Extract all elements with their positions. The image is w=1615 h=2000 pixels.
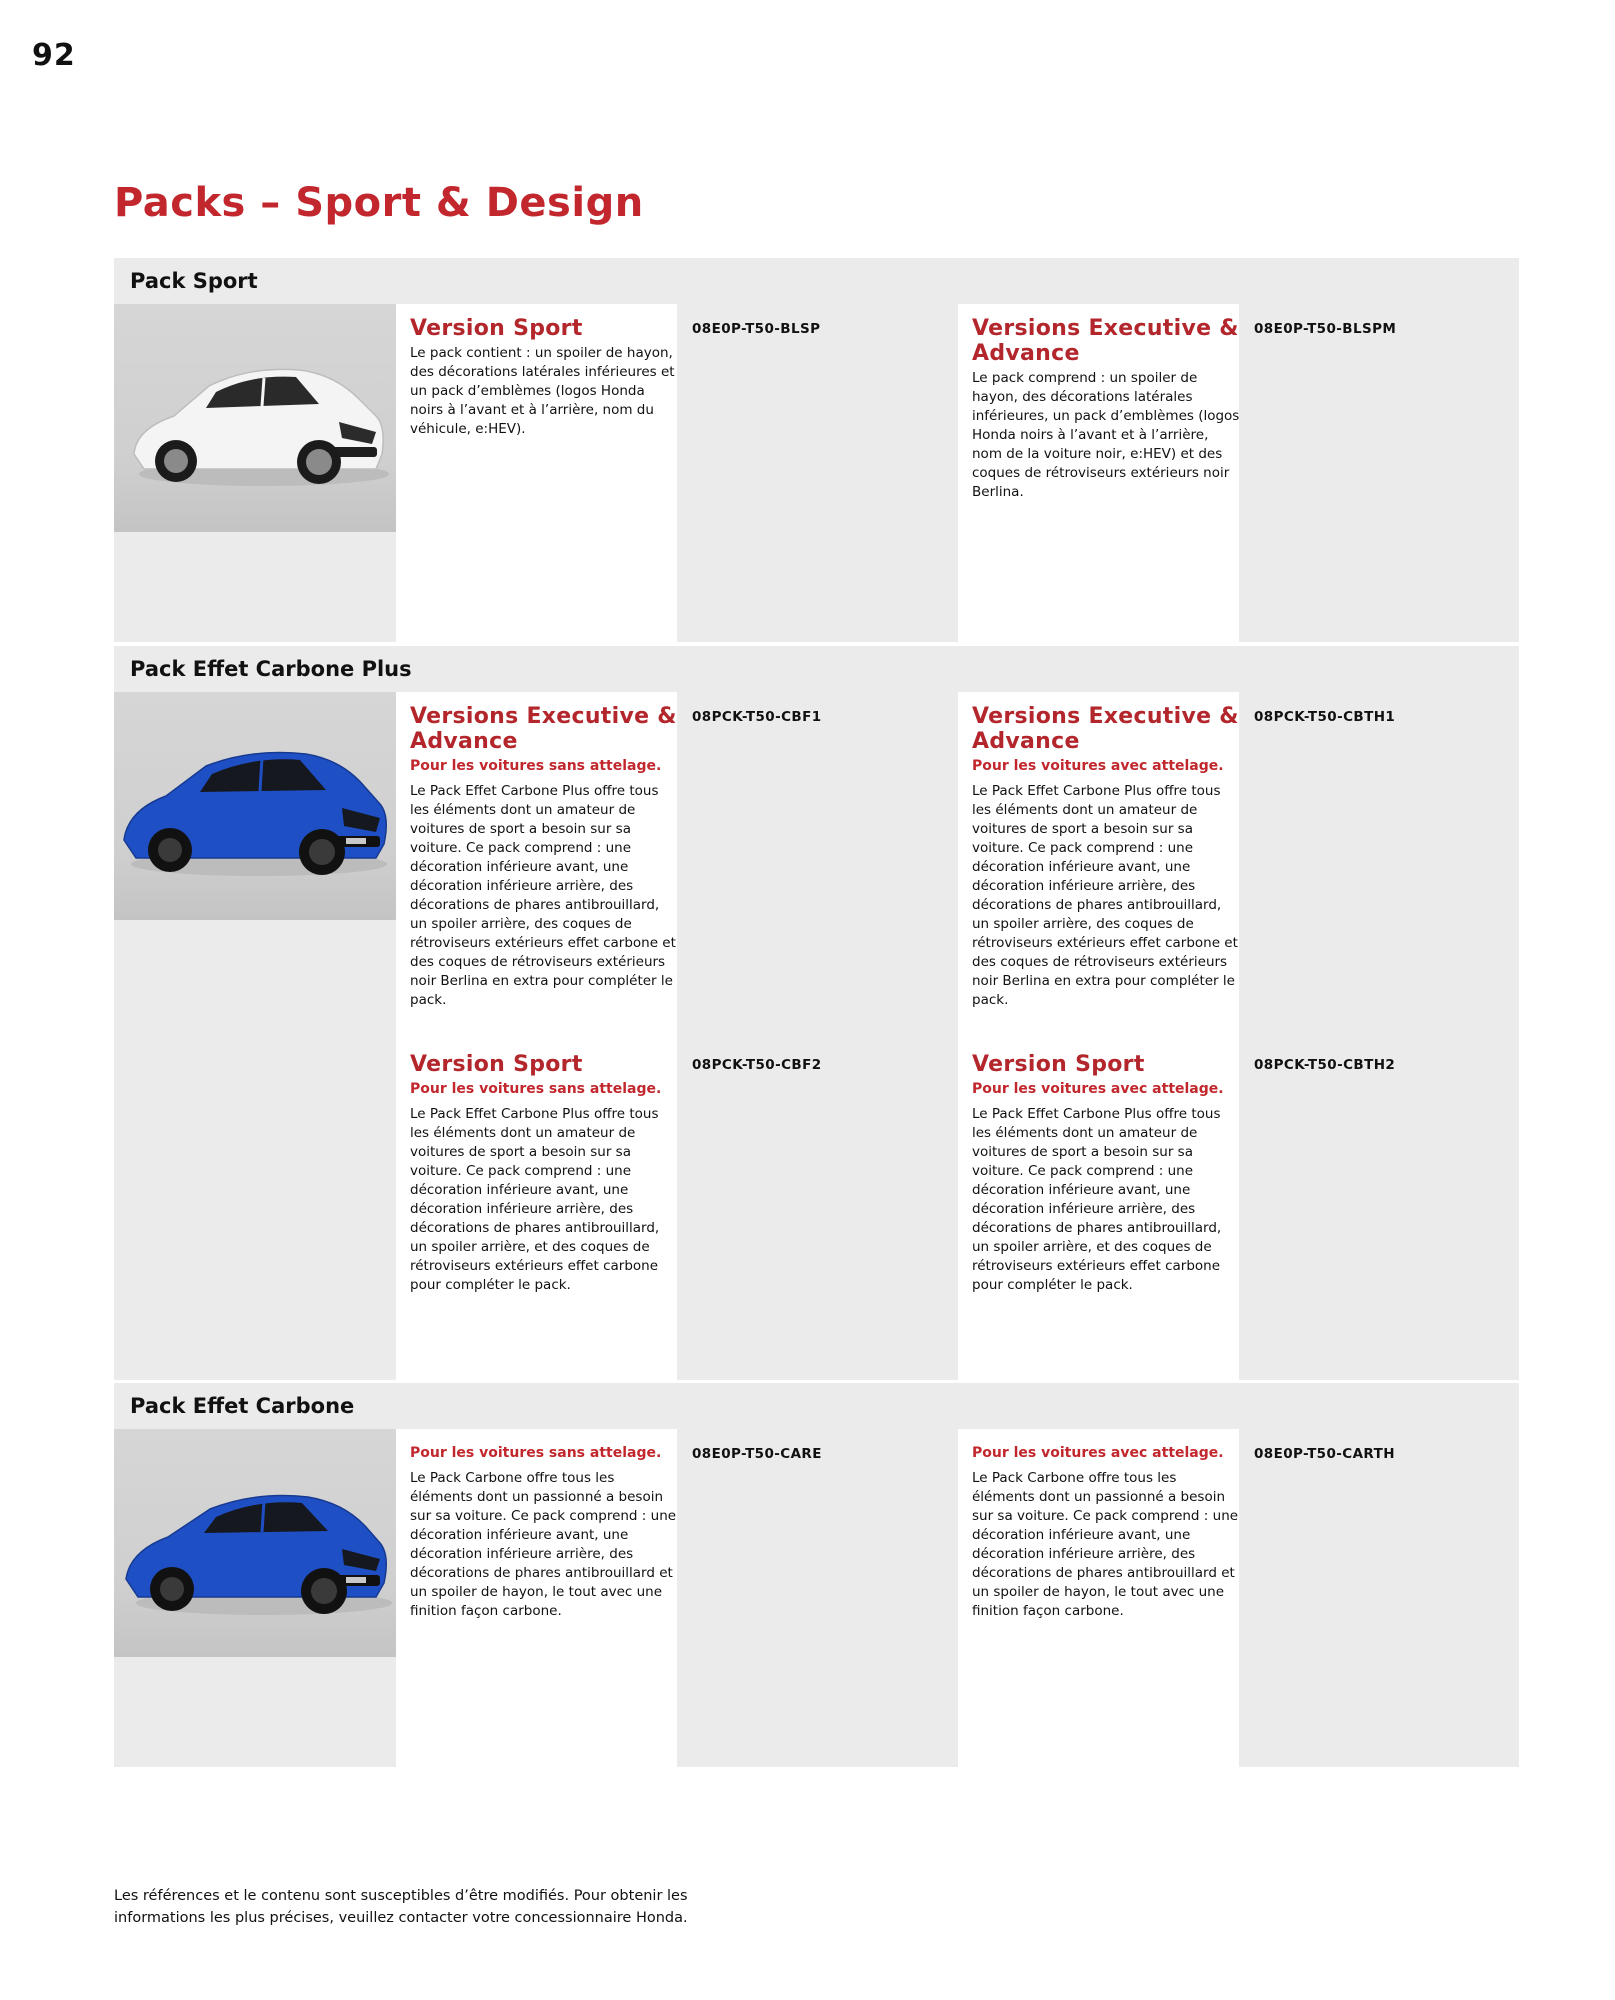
blue-car-icon	[114, 1429, 396, 1657]
page-number: 92	[32, 38, 76, 73]
ref-code: 08E0P-T50-CARE	[692, 1446, 822, 1462]
entry-heading: Versions Executive & Advance	[410, 704, 677, 754]
column-grey	[1239, 1429, 1519, 1767]
entry-sport-sans-attelage	[410, 1052, 678, 1295]
entry-body: Le Pack Effet Carbone Plus offre tous les éléments dont un amateur de voitures de sport a besoin sur sa voiture. Ce pack comprend : une décoration inférieure avant, une décoration inférieure arrière, des décorations de phares antibrouillard, un spoiler arrière, et des coques de rétroviseurs extérieurs effet carbone pour compléter le pack.	[972, 1106, 1222, 1293]
entry-sport-avec-attelage	[972, 1052, 1240, 1295]
section-title: Pack Effet Carbone	[130, 1394, 355, 1418]
ref-code: 08E0P-T50-BLSPM	[1254, 321, 1397, 337]
car-photo-blue	[114, 692, 396, 920]
entry-subheading: Pour les voitures sans attelage.	[410, 1081, 662, 1097]
column-grey	[677, 1429, 958, 1767]
entry-subheading: Pour les voitures avec attelage.	[972, 758, 1224, 774]
entry-heading: Version Sport	[410, 1052, 583, 1077]
entry-heading: Version Sport	[410, 316, 583, 341]
ref-code: 08PCK-T50-CBF2	[692, 1057, 822, 1073]
section-pack-sport	[114, 258, 1519, 642]
ref-code: 08PCK-T50-CBTH2	[1254, 1057, 1396, 1073]
column-grey	[1239, 304, 1519, 642]
entry-executive-sans-attelage	[410, 704, 678, 1010]
ref-code: 08E0P-T50-BLSP	[692, 321, 821, 337]
section-pack-effet-carbone	[114, 1383, 1519, 1767]
white-car-icon	[114, 304, 396, 532]
page-title: Packs – Sport & Design	[114, 180, 644, 226]
footnote: Les références et le contenu sont susceptibles d’être modifiés. Pour obtenir les informations les plus précises, veuillez contacter votre concessionnaire Honda.	[114, 1888, 688, 1926]
section-title: Pack Effet Carbone Plus	[130, 657, 412, 681]
entry-heading: Versions Executive & Advance	[972, 704, 1239, 754]
entry-heading: Versions Executive & Advance	[972, 316, 1239, 366]
entry-body: Le Pack Effet Carbone Plus offre tous les éléments dont un amateur de voitures de sport a besoin sur sa voiture. Ce pack comprend : une décoration inférieure avant, une décoration inférieure arrière, des décorations de phares antibrouillard, un spoiler arrière, des coques de rétroviseurs extérieurs effet carbone et des coques de rétroviseurs extérieurs noir Berlina en extra pour compléter le pack.	[410, 783, 676, 1008]
entry-body: Le pack comprend : un spoiler de hayon, des décorations latérales inférieures, un pack d’emblèmes (logos Honda noirs à l’avant et à l’arrière, nom de la voiture noir, e:HEV) et des coques de rétroviseurs extérieurs noir Berlina.	[972, 370, 1240, 500]
column-grey	[677, 304, 958, 642]
ref-code: 08PCK-T50-CBF1	[692, 709, 822, 725]
entry-body: Le Pack Carbone offre tous les éléments dont un passionné a besoin sur sa voiture. Ce pack comprend : une décoration inférieure avant, une décoration inférieure arrière, des décorations de phares antibrouillard et un spoiler de hayon, le tout avec une finition façon carbone.	[410, 1470, 677, 1619]
ref-code: 08PCK-T50-CBTH1	[1254, 709, 1396, 725]
car-photo-white	[114, 304, 396, 532]
entry-subheading: Pour les voitures sans attelage.	[410, 1445, 662, 1461]
column-grey	[677, 692, 958, 1380]
entry-version-sport	[410, 316, 678, 439]
entry-heading: Version Sport	[972, 1052, 1145, 1077]
blue-car-icon	[114, 692, 396, 920]
entry-body: Le Pack Carbone offre tous les éléments dont un passionné a besoin sur sa voiture. Ce pack comprend : une décoration inférieure avant, une décoration inférieure arrière, des décorations de phares antibrouillard et un spoiler de hayon, le tout avec une finition façon carbone.	[972, 1470, 1239, 1619]
entry-carbone-sans-attelage	[410, 1441, 678, 1621]
section-title: Pack Sport	[130, 269, 258, 293]
column-grey	[1239, 692, 1519, 1380]
entry-executive-avec-attelage	[972, 704, 1240, 1010]
entry-subheading: Pour les voitures sans attelage.	[410, 758, 662, 774]
entry-carbone-avec-attelage	[972, 1441, 1240, 1621]
entry-subheading: Pour les voitures avec attelage.	[972, 1445, 1224, 1461]
entry-versions-executive-advance	[972, 316, 1240, 502]
entry-body: Le Pack Effet Carbone Plus offre tous les éléments dont un amateur de voitures de sport a besoin sur sa voiture. Ce pack comprend : une décoration inférieure avant, une décoration inférieure arrière, des décorations de phares antibrouillard, un spoiler arrière, et des coques de rétroviseurs extérieurs effet carbone pour compléter le pack.	[410, 1106, 660, 1293]
entry-body: Le Pack Effet Carbone Plus offre tous les éléments dont un amateur de voitures de sport a besoin sur sa voiture. Ce pack comprend : une décoration inférieure avant, une décoration inférieure arrière, des décorations de phares antibrouillard, un spoiler arrière, des coques de rétroviseurs extérieurs effet carbone et des coques de rétroviseurs extérieurs noir Berlina en extra pour compléter le pack.	[972, 783, 1238, 1008]
ref-code: 08E0P-T50-CARTH	[1254, 1446, 1395, 1462]
entry-body: Le pack contient : un spoiler de hayon, des décorations latérales inférieures et un pack d’emblèmes (logos Honda noirs à l’avant et à l’arrière, nom du véhicule, e:HEV).	[410, 345, 675, 437]
section-pack-effet-carbone-plus	[114, 646, 1519, 1380]
entry-subheading: Pour les voitures avec attelage.	[972, 1081, 1224, 1097]
car-photo-blue	[114, 1429, 396, 1657]
